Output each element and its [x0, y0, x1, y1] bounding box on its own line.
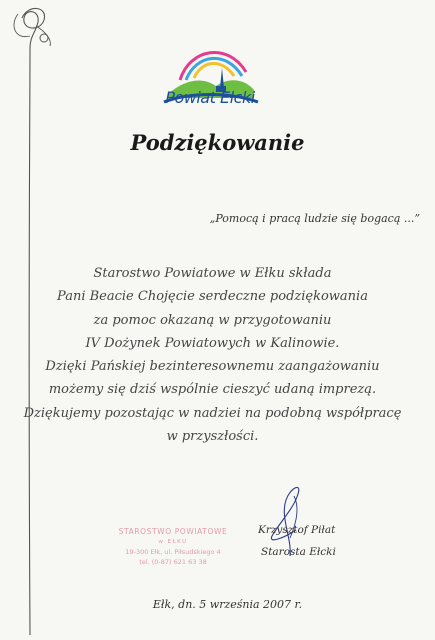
body-line: IV Dożynek Powiatowych w Kalinowie.	[85, 335, 340, 351]
motto-quote: „Pomocą i pracą ludzie się bogacą ...”	[209, 212, 420, 225]
stamp-line: tel. (0-87) 621 63 38	[139, 558, 207, 566]
signer-role: Starosta Ełcki	[261, 546, 336, 558]
body-line: w przyszłości.	[166, 429, 259, 445]
logo-wordmark: Powiat Ełcki	[165, 88, 255, 107]
body-line: Dzięki Pańskiej bezinteresownemu zaangażowaniu	[45, 359, 380, 375]
stamp-line: STAROSTWO POWIATOWE	[118, 527, 228, 536]
body-line: Starostwo Powiatowe w Ełku składa	[93, 266, 332, 281]
stamp-line: w EŁKU	[158, 539, 188, 545]
stamp-line: 19-300 Ełk, ul. Piłsudskiego 4	[125, 548, 221, 556]
signer-name: Krzysztof Piłat	[258, 524, 336, 536]
body-line: Dziękujemy pozostając w nadziei na podobną współpracę	[23, 405, 402, 421]
official-stamp	[98, 526, 248, 567]
thanks-text	[20, 262, 405, 448]
body-line: za pomoc okazaną w przygotowaniu	[93, 312, 332, 328]
body-line: możemy się dziś wspólnie cieszyć udaną imprezą.	[48, 382, 377, 398]
place-and-date: Ełk, dn. 5 września 2007 r.	[152, 598, 303, 611]
document-title: Podziękowanie	[130, 130, 305, 155]
signer-block	[255, 519, 375, 563]
body-line: Pani Beacie Chojęcie serdeczne podziękowania	[57, 289, 368, 305]
